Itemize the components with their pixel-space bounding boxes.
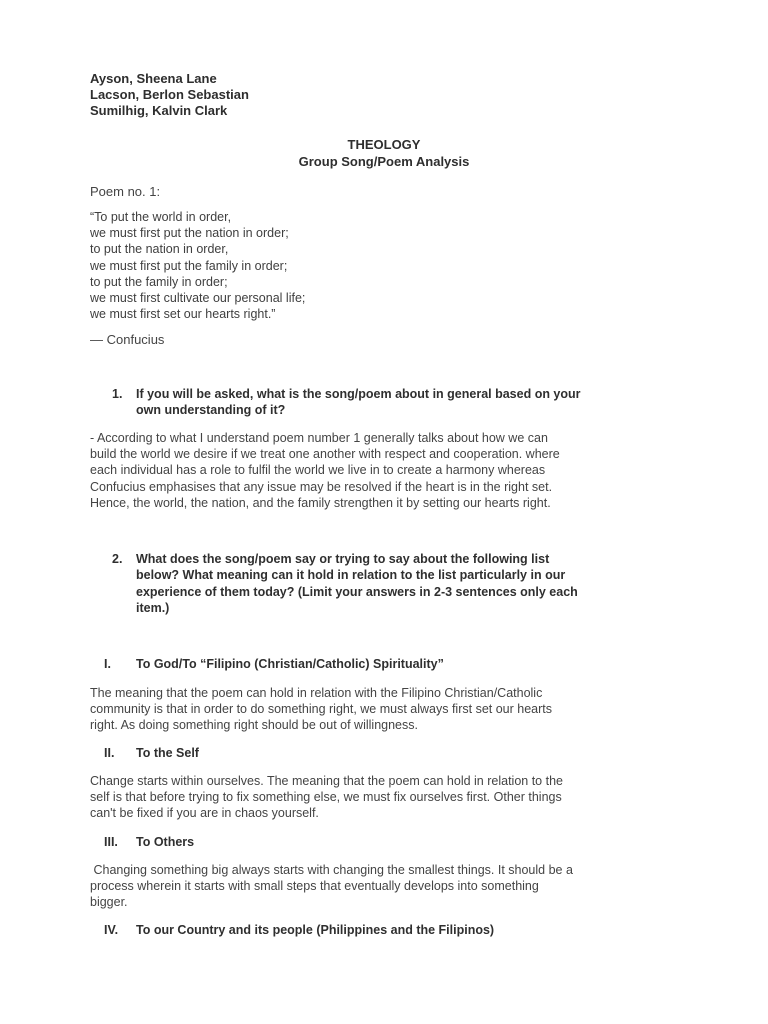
question-text: [136, 551, 682, 616]
question-2: [112, 551, 682, 616]
author-name: Ayson, Sheena Lane: [90, 71, 217, 86]
poem-line: “To put the world in order,: [90, 210, 232, 224]
question-line: What does the song/poem say or trying to say about the following list: [136, 552, 550, 566]
document-title: THEOLOGY: [347, 137, 421, 152]
section-title: To Others: [136, 835, 195, 849]
body-line: Changing something big always starts with changing the smallest things. It should be a: [90, 863, 573, 877]
poem-heading: Poem no. 1:: [90, 184, 161, 199]
body-line: right. As doing something right should be out of willingness.: [90, 718, 418, 733]
question-line: own understanding of it?: [136, 403, 286, 418]
body-line: The meaning that the poem can hold in relation with the Filipino Christian/Catholic: [90, 686, 543, 700]
question-text: [136, 386, 682, 419]
answer-line: build the world we desire if we treat one another with respect and cooperation. where: [90, 447, 560, 462]
poem-line: to put the nation in order,: [90, 242, 229, 257]
question-number: 2.: [112, 552, 123, 566]
body-line: can't be fixed if you are in chaos yourself.: [90, 806, 319, 821]
question-number: 1.: [112, 387, 123, 401]
section-heading-others: [104, 834, 194, 850]
section-heading-god: [104, 656, 444, 672]
section-title: To our Country and its people (Philippines and the Filipinos): [136, 923, 495, 937]
question-line: experience of them today? (Limit your answers in 2-3 sentences only each: [136, 584, 578, 599]
body-line: self is that before trying to fix something else, we must fix ourselves first. Other things: [90, 790, 562, 805]
section-numeral: II.: [104, 746, 115, 760]
body-line: bigger.: [90, 895, 128, 910]
poem-line: we must first put the nation in order;: [90, 226, 289, 241]
poem-line: to put the family in order;: [90, 274, 228, 289]
body-line: Change starts within ourselves. The meaning that the poem can hold in relation to the: [90, 774, 563, 788]
question-1: [112, 386, 682, 419]
section-title: To the Self: [136, 746, 199, 760]
section-numeral: I.: [104, 657, 111, 671]
section-numeral: III.: [104, 835, 118, 849]
answer-line: each individual has a role to fulfil the world we live in to create a harmony whereas: [90, 463, 546, 478]
title-block: [0, 136, 768, 170]
answer-line: - According to what I understand poem number 1 generally talks about how we can: [90, 431, 548, 445]
author-name: Sumilhig, Kalvin Clark: [90, 103, 228, 118]
poem-line: we must first put the family in order;: [90, 258, 288, 273]
section-body-god: [90, 685, 662, 734]
poem-line: we must first set our hearts right.”: [90, 307, 276, 322]
question-line: If you will be asked, what is the song/poem about in general based on your: [136, 387, 581, 401]
poem-author: — Confucius: [90, 332, 165, 347]
question-line: item.): [136, 600, 170, 615]
poem-text: [90, 209, 305, 322]
question-line: below? What meaning can it hold in relation to the list particularly in our: [136, 568, 566, 583]
body-line: community is that in order to do something right, we must always first set our hearts: [90, 702, 552, 717]
answer-1: [90, 430, 662, 511]
section-body-others: [90, 862, 662, 911]
body-line: process wherein it starts with small steps that eventually develops into something: [90, 879, 539, 894]
author-list: [90, 71, 249, 119]
section-heading-self: [104, 745, 199, 761]
section-body-self: [90, 773, 662, 822]
section-title: To God/To “Filipino (Christian/Catholic) Spirituality”: [136, 657, 444, 671]
answer-line: Confucius emphasises that any issue may be resolved if the heart is in the right set.: [90, 479, 553, 494]
answer-line: Hence, the world, the nation, and the family strengthen it by setting our hearts right.: [90, 495, 551, 510]
document-subtitle: Group Song/Poem Analysis: [298, 154, 470, 169]
section-heading-country: [104, 922, 494, 938]
author-name: Lacson, Berlon Sebastian: [90, 87, 249, 102]
poem-line: we must first cultivate our personal life;: [90, 291, 306, 306]
section-numeral: IV.: [104, 923, 119, 937]
